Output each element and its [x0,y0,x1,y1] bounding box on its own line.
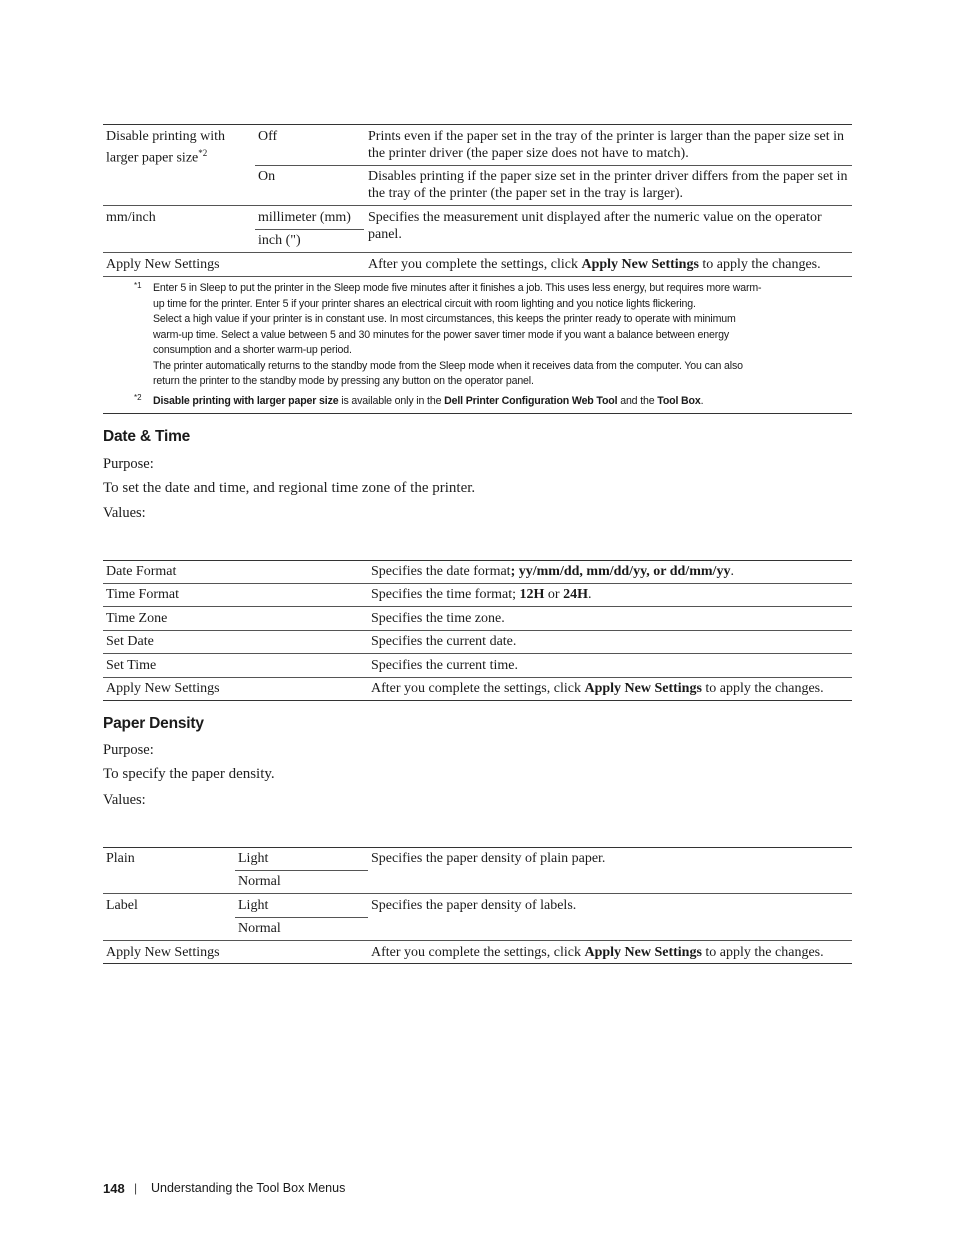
setting-name-set-time: Set Time [106,658,157,673]
setting-name-label: Label [106,898,138,913]
purpose-text: To set the date and time, and regional time zone of the printer. [103,480,476,496]
footer-section-title: Understanding the Tool Box Menus [151,1181,346,1195]
footnote-2-mark: *2 [134,393,142,402]
time-format-description: Specifies the time format; 12H or 24H. [371,587,592,602]
purpose-label: Purpose: [103,456,154,472]
row-divider [255,229,364,230]
mm-inch-description: Specifies the measurement unit displayed after the numeric value on the operator panel. [368,210,822,242]
option-millimeter: millimeter (mm) [258,210,351,225]
table-bottom-rule [103,413,852,414]
row-divider [103,630,852,631]
option-normal: Normal [238,874,281,889]
row-divider [103,606,852,607]
setting-name-apply: Apply New Settings [106,945,220,960]
footer-separator: | [134,1181,138,1195]
option-light: Light [238,898,269,913]
table-bottom-rule [103,700,852,701]
set-time-description: Specifies the current time. [371,658,518,673]
option-off: Off [258,129,278,144]
apply-description: After you complete the settings, click Apply New Settings to apply the changes. [371,681,824,696]
setting-name-disable-printing: Disable printing with larger paper size$^{*2}$ [106,129,225,166]
setting-name-set-date: Set Date [106,634,154,649]
time-zone-description: Specifies the time zone. [371,611,505,626]
row-divider [235,917,368,918]
setting-name-mm-inch: mm/inch [106,210,156,225]
row-divider [103,653,852,654]
table-top-rule [103,124,852,125]
row-divider [103,205,852,206]
option-normal: Normal [238,921,281,936]
values-label: Values: [103,505,146,521]
setting-name-plain: Plain [106,851,135,866]
values-label: Values: [103,792,146,808]
page-number: 148 [103,1181,125,1196]
setting-name-apply: Apply New Settings [106,257,220,272]
option-on: On [258,169,276,184]
plain-description: Specifies the paper density of plain paper. [371,851,606,866]
row-divider [103,252,852,253]
setting-name-time-format: Time Format [106,587,179,602]
set-date-description: Specifies the current date. [371,634,517,649]
setting-name-apply: Apply New Settings [106,681,220,696]
option-on-description: Disables printing if the paper size set in the printer driver differs from the paper set in the tray of the printer (the paper set in the tray is larger). [368,169,848,201]
section-heading-paper-density: Paper Density [103,715,204,732]
row-divider [103,893,852,894]
purpose-text: To specify the paper density. [103,766,275,782]
row-divider [103,940,852,941]
row-divider [103,583,852,584]
footnote-2: Disable printing with larger paper size is available only in the Dell Printer Configuration Web Tool and the Tool Box. [153,395,704,407]
option-off-description: Prints even if the paper set in the tray of the printer is larger than the paper size set in the printer driver (the paper size does not have to match). [368,129,844,161]
option-inch: inch (") [258,233,301,248]
row-divider [103,677,852,678]
table-bottom-rule [103,963,852,964]
section-heading-date-time: Date & Time [103,428,191,445]
setting-name-time-zone: Time Zone [106,611,168,626]
apply-description: After you complete the settings, click Apply New Settings to apply the changes. [368,257,821,272]
footnote-1: Enter 5 in Sleep to put the printer in the Sleep mode five minutes after it finishes a job. This uses less energy, but requires more warm- up time for the printer. Enter 5 if your printer shares an electrical circuit with room lighting and you notice lights flickering. Select a high value if your printer is in constant use. In most circumstances, this keeps the printer ready to operate with minimum warm-up time. Select a value between 5 and 30 minutes for the power saver timer mode if you want a balance between energy consumption and a shorter warm-up period. The printer automatically returns to the standby mode from the Sleep mode when it receives data from the computer. You can also return the printer to the standby mode by pressing any button on the operator panel. [153,282,762,387]
table-top-rule [103,847,852,848]
footnote-1-mark: *1 [134,281,142,290]
option-light: Light [238,851,269,866]
row-divider [103,276,852,277]
label-description: Specifies the paper density of labels. [371,898,577,913]
row-divider [255,165,852,166]
apply-description: After you complete the settings, click Apply New Settings to apply the changes. [371,945,824,960]
date-format-description: Specifies the date format; yy/mm/dd, mm/dd/yy, or dd/mm/yy. [371,564,734,579]
setting-name-date-format: Date Format [106,564,177,579]
purpose-label: Purpose: [103,742,154,758]
row-divider [235,870,368,871]
table-top-rule [103,560,852,561]
